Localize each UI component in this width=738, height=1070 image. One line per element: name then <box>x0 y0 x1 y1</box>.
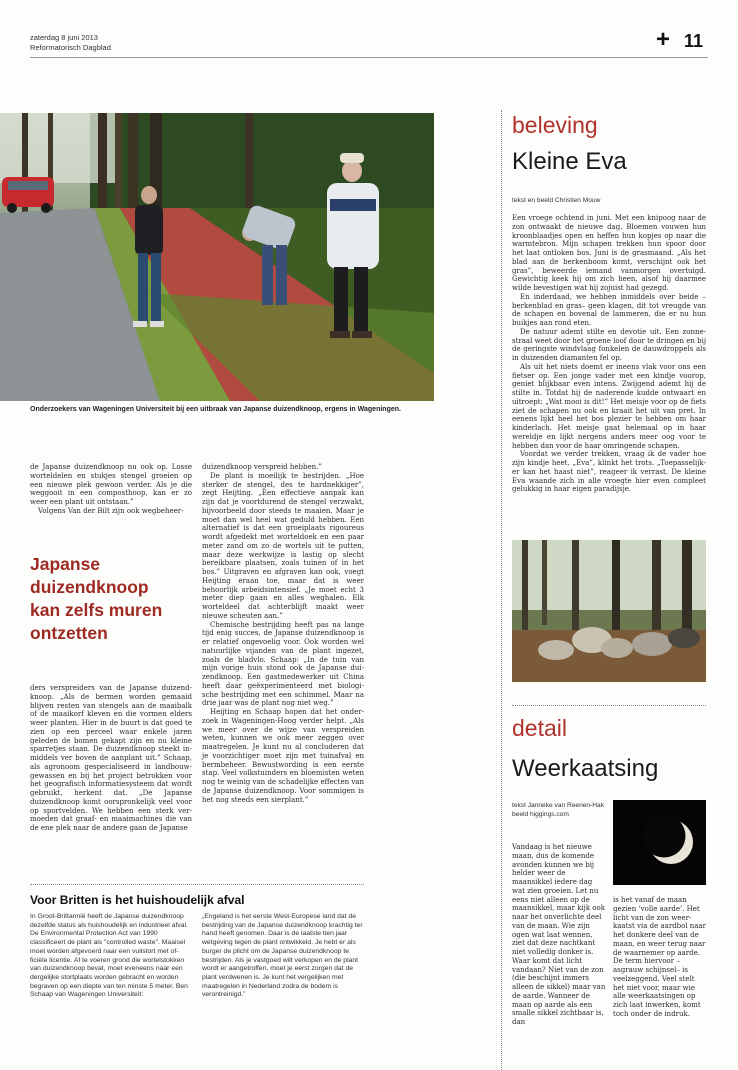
pull-quote: Japanse duizendknoop kan zelfs muren ontzetten <box>30 554 163 643</box>
detail-byline-text: tekst Janneke van Reenen-Hak <box>512 802 605 809</box>
beleving-paragraph: En inderdaad, we hebben inmiddels over beide – berkenblad en gras– geen klagen, dit tot vreugde van de schapen en bovenal de lammeren, die er nu hun buikjes aan rond eten. <box>512 292 706 327</box>
beleving-paragraph: Een vroege ochtend in juni. Met een knipoog naar de zon ontwaakt de nieuwe dag. Bloemen vouwen hun kroonblaadjes open en heffen hun kopjes op naar die warmtebron. Mijn schapen trekken hun spoor door het laat ontloken bos. Juni is de grasmaand. „Als het blad aan de berkenboom komt, verschijnt ook het gras”, beweerde iemand vanmorgen overtuigd. Gewichtig keek hij om zich heen, alsof hij daarmee wilde bevestigen wat hij zojuist had gezegd. <box>512 214 706 292</box>
beleving-paragraph: Voordat we verder trekken, vraag ik de vader hoe zijn kindje heet. „Eva”, klinkt het trots. „Toepasselijker kan het haast niet”, reageer ik verrast. De kleine Eva waande zich in alle vroegte hier even compleet gelukkig in haar eigen paradijsje. <box>512 450 706 494</box>
article-paragraph: De plant is moeilijk te bestrijden. „Hoe sterker de stengel, des te hardnekkiger”, zegt Heijting. „Een effectieve aanpak kan zijn dat je voortdurend de stengel verzwakt, bijvoorbeeld door steeds te maaien. Maar je moet dan wel heel wat geduld hebben. Een alternatief is dat een groeiplaats rigoureus wordt afgedekt met worteldoek en een paar meter zand om zo de wortels uit te putten, maar deze werkwijze is lastig op slecht bereikbare plaatsen, zoals tuinen of in het bos.” Uitgraven en afgraven kan ook, voegt Heijting eraan toe, maar dat is weer behoorlijk arbeidsintensief. „Je moet echt 3 meter diep gaan en alles weghalen. Elk worteldeel dat achterblijft maakt weer nieuwe scheuten aan.” <box>202 471 364 620</box>
column-divider <box>501 110 502 1070</box>
box-paragraph: In Groot-Brittannië heeft de Japanse duizendknoop dezelfde status als huishoudelijk en industrieel afval. De Environmental Protection Act van 1990 classificeert de plant als "controlled waste". Maaisel moet worden afgevoerd naar een vuilstort met officiële licentie. Af te voeren grond die wortelstokken van duizendknoop bevat, moet eveneens naar een dergelijke stortplaats worden gebracht en worden begraven op een diepte van ten minste 5 meter. Ben Schaap van Wageningen Universiteit: <box>30 913 188 999</box>
detail-top-rule <box>512 705 706 706</box>
article-paragraph: duizendknoop verspreid hebben.” <box>202 463 322 471</box>
box-column-2 <box>202 913 364 1000</box>
detail-column-1 <box>512 843 606 1027</box>
researchers-photo-illustration <box>0 113 434 401</box>
detail-column-2 <box>613 896 706 1019</box>
article-paragraph: Heijting en Schaap hopen dat het onderzoek in Wageningen-Hoog verder helpt. „Als we meer over de wijze van verspreiden weten, kunnen we ook meer zeggen over maatregelen. Je kunt nu al concluderen dat je voorzichtiger moet zijn met tuinafval en bermbeheer. Bewustwording is een eerste stap. Veel volkstuinders en bloemisten weten nog te weinig van de schadelijke effecten van de Japanse duizendknoop. Voor sommigen is het nog steeds een sierplant.” <box>202 708 364 804</box>
article-column-1-top <box>30 463 192 516</box>
header-divider <box>30 57 708 58</box>
article-paragraph: Volgens Van der Bilt zijn ook wegbeheer- <box>38 506 184 515</box>
detail-byline-image: beeld higgings.com <box>512 811 569 818</box>
sheep-photo-illustration <box>512 540 706 682</box>
box-title: Voor Britten is het huishoudelijk afval <box>30 893 245 907</box>
moon-photo <box>613 800 706 885</box>
issue-date: zaterdag 8 juni 2013 <box>30 33 98 42</box>
detail-paragraph: is het vanaf de maan gezien ‘volle aarde’. Het licht van de zon weerkaatst via de aardbol naar het donkere deel van de maan, en weer terug naar de waarnemer op aarde. De term hiervoor –asgrauw schijnsel– is veelzeggend. Veel stelt het niet voor, maar wie alle weerkaatsingen op zich laat inwerken, komt toch onder de indruk. <box>613 896 707 1018</box>
masthead-date-block <box>30 33 111 53</box>
beleving-headline: Kleine Eva <box>512 148 627 175</box>
beleving-kicker: beleving <box>512 112 598 138</box>
beleving-paragraph: De natuur ademt stilte en devotie uit. Een zonnestraal weet door het groene loof door te dringen en bij de geringste windvlaag fonkelen de dauwdroppels als in duizenden diamanten fel op. <box>512 327 706 362</box>
box-column-1 <box>30 913 190 1000</box>
box-top-rule <box>30 884 364 885</box>
detail-headline: Weerkaatsing <box>512 755 659 782</box>
publication-name: Reformatorisch Dagblad <box>30 43 111 52</box>
beleving-paragraph: Als uit het niets doemt er ineens vlak voor ons een fietser op. Een jonge vader met een kindje voorop, geniet blijkbaar even intens. Zwijgend ademt hij de stilte in. Totdat hij de naderende kudde ontwaart en uitroept: „Wat mooi is dit!” Het meisje voor op de fiets ziet de schapen nu ook en kraait het uit van pret. In eenens lijkt heel het bos plezier te hebben om haar kinderlach. Het meisje gaat helemaal op in haar wereldje en lijkt nergens anders meer oog voor te hebben dan voor de haar omringende schapen. <box>512 362 706 450</box>
article-column-2 <box>202 463 364 804</box>
photo-caption: Onderzoekers van Wageningen Universiteit bij een uitbraak van Japanse duizendknoop, ergens in Wageningen. <box>30 406 401 413</box>
article-paragraph: de Japanse duizendknoop nu ook op. Losse worteldelen en stukjes stengel groeien op een nieuwe plek gewoon verder. Als je die weggooit in een composthoop, kan er zo weer een plant uit ontstaan.” <box>30 463 192 506</box>
detail-byline <box>512 801 604 819</box>
article-column-1-bottom <box>30 684 192 833</box>
detail-kicker: detail <box>512 715 567 741</box>
article-paragraph: ders verspreiders van de Japanse duizendknoop. „Als de bermen worden gemaaid blijven resten van stengels aan de maaibalk of de maaikorf kleven en die vormen elders weer planten. Hier in de buurt is dat goed te zien op een perceel waar enkele jaren geleden de bomen gekapt zijn en nu kleine sparretjes staan. De duizendknoop steekt inmiddels ver boven de aanplant uit.” Schaap, als agronoom gespecialiseerd in landbouwgewassen en bij het project betrokken voor het geografisch informatiesysteem dat wordt gebruikt, herkent dat. „De Japanse duizendknoop komt oorspronkelijk veel voor op sportvelden. We hebben een sterk vermoeden dat graaf- en maaimachines die van de ene plek naar de andere gaan de Japanse <box>30 684 192 832</box>
crescent-moon-icon <box>613 800 706 885</box>
researchers-photo <box>0 113 434 401</box>
plus-supplement-logo: + <box>656 26 671 53</box>
article-paragraph: Chemische bestrijding heeft pas na lange tijd enig succes, de Japanse duizendknoop is er relatief ongevoelig voor. Ook worden wel natuurlijke vijanden van de plant ingezet, zoals de bladvlo. Schaap: „In de tuin van mijn vorige huis stond ook de Japanse duizendknoop. Een gastmedewerker uit China heeft daar geëxperimenteerd met biologische bestrijding met een schimmel. Maar na drie jaar was de plant nog niet weg.” <box>202 620 364 708</box>
detail-paragraph: Vandaag is het nieuwe maan, dus de komende avonden kunnen we bij helder weer de maansikkel iedere dag wat zien groeien. Let nu eens niet alleen op de maansikkel, maar kijk ook naar het onverlichte deel van de maan. Wie zijn ogen wat laat wennen, ziet dat deze nachtkant niet volledig donker is. Waar komt dat licht vandaan? Niet van de zon (die beschijnt immers alleen de sikkel) maar van de aarde. Wanneer de maan op aarde als een smalle sikkel zichtbaar is, dan <box>512 843 606 1026</box>
box-paragraph: „Engeland is het eerste West-Europese land dat de bestrijding van de Japanse duizendknoop krachtig ter hand heeft genomen. Daar is de laatste tien jaar wetgeving tegen de plant ontwikkeld. Je hebt er als burger de plicht om de Japanse duizendknoop te bestrijden. Als je vastgoed wilt verkopen en de plant wordt er aangetroffen, moet je eerst zorgen dat de plant verdwenen is. Je kunt het vergelijken met maatregelen in Nederland zodra de bodem is verontreinigd.” <box>202 913 363 999</box>
beleving-byline: tekst en beeld Christien Mouw <box>512 197 601 204</box>
page-number: 11 <box>684 31 704 51</box>
beleving-column <box>512 214 706 494</box>
sheep-photo <box>512 540 706 682</box>
